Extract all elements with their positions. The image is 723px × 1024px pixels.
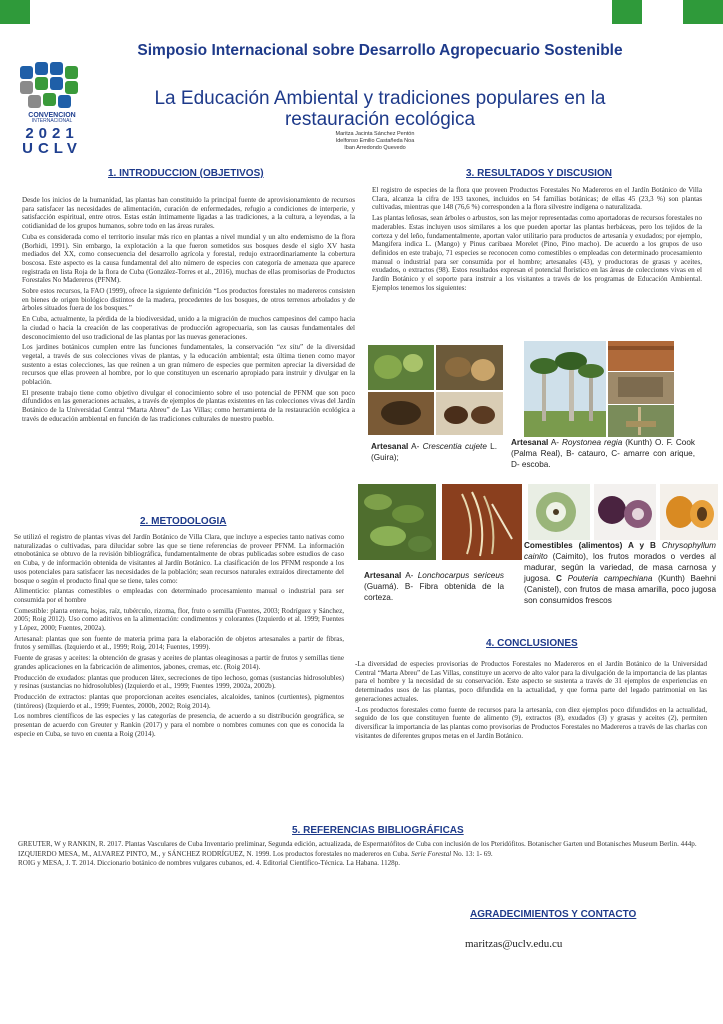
photo-canistel [660,484,718,540]
method-paragraph: Comestible: planta entera, hojas, raíz, tubérculo, rizoma, flor, fruto o semilla (Fuentes, 2003; Rodríguez y Sánchez, 2005; Roig 2012). Uso como aditivos en la alimentación: condimentos y colorantes (Izquierdo et al. 1999; Fuentes y López, 2000; Fuentes, 2002a). [14,606,344,633]
method-paragraph: Producción de extractos: plantas que proporcionan aceites esenciales, alcaloides, taninos (curtientes), pigmentos (tintóreos) (Izquierdo et al., 1999; Fuentes, 2000b, 2002; Roig 2014). [14,692,344,710]
symposium-title: Simposio Internacional sobre Desarrollo Agropecuario Sostenible [137,42,623,59]
method-paragraph: Los nombres científicos de las especies y las categorías de presencia, de acuerdo a su distribución geográfica, se presentan de acuerdo con Greuter y Rankin (2017) y para el nombre o nombres comunes con que es conocida la especie en Cuba, se tuvo en cuenta a Roig (2014). [14,712,344,738]
photo-royal-palm [524,341,606,437]
results-paragraph: Las plantas leñosas, sean árboles o arbustos, son las mejor representadas como aportadoras de recursos forestales no maderables. Estas incluyen usos similares a los que pueden aportar las plantas herbáceas, pero los tejidos de la corteza y del leño, fundamentalmente, aportan valor utilitario para productos de artesanía y exudados; por ejemplo, Mangifera indica L. (Mango) y Pinus caribaea Morelet (Pino, Pino macho). De acuerdo a los grupos de uso definidos en este trabajo, 71 especies se reconocen como comestibles o empleadas con determinado procesamiento manual o industrial para ser consumida por el hombre; artesanales (43), y productoras de grasas y aceites, exudados, o extractos (98). Estos resultados expresan el potencial florístico en las áreas de colecciones vivas en el Jardín Botánico y el soporte para instruir a los visitantes a través de los programas de Educación Ambiental. Ejemplos tenemos los siguientes: [372,214,702,292]
caption-royal-palm: Artesanal A- Roystonea regia (Kunth) O. F. Cook (Palma Real), B- catauro, C- amarre con arique, D- escoba. [511,438,695,469]
caption-crescentia: Artesanal A- Crescentia cujete L. (Guira); [371,442,497,462]
photo-caimito-green [528,484,590,540]
results-heading: 3. RESULTADOS Y DISCUSION [466,168,612,179]
photo-lonchocarpus-fiber [442,484,522,560]
references-list [18,840,710,869]
poster-title: La Educación Ambiental y tradiciones populares en la restauración ecológica [154,88,606,130]
photo-palm-crafts [608,341,674,437]
corner-accent-mid [612,0,642,24]
caption-lonchocarpus: Artesanal A- Lonchocarpus sericeus (Guamá). B- Fibra obtenida de la corteza. [364,571,504,602]
method-body [14,533,344,740]
logo-mark [20,62,80,110]
logo-line-convencion: CONVENCION [28,112,76,119]
intro-paragraph: Sobre estos recursos, la FAO (1999), ofrece la siguiente definición “Los productos forestales no madereros consisten en bienes de origen biológico distintos de la madera, procedentes de los bosques, de otros terrenos arbolados y de árboles situados fuera de los bosques.” [22,287,355,313]
photo-crescentia [368,345,503,435]
conclusions-heading: 4. CONCLUSIONES [486,638,578,649]
conclusions-paragraph: -Los productos forestales como fuente de recursos para la artesanía, con diez ejemplos poco difundidos en la actualidad, seguido de los que constituyen fuente de alimento (9), extractos (8), exudados (3) y grasas y aceites (2), permiten diversificar la importancia de las plantas como provisorias de Productos Forestales no Madereros a través de las charlas con visitantes de diferentes grupos metas en el Jardín Botánico. [355,705,707,740]
corner-accent-left [0,0,30,24]
intro-paragraph: Desde los inicios de la humanidad, las plantas han constituido la principal fuente de aprovisionamiento de recursos para satisfacer las necesidades de alimentación, curación de enfermedades, refugio a condiciones de interperie, y satisfacción espiritual, entre otros. Estas están íntimamente ligadas a las tradiciones, a la cultura, a leyendas, a la cotidianidad de los grupos humanos, sobre todo en las áreas rurales. [22,196,355,231]
conclusions-paragraph: -La diversidad de especies provisorias de Productos Forestales no Madereros en el Jardín Botánico de la Universidad Central “Marta Abreu” de Las Villas, constituye un acervo de alto valor para la divulgación de la importancia de las plantas para el hombre y la necesidad de su conservación. Este aspecto se sustenta a través de 31 ejemplos de experiencias en determinados usos de las plantas, poco difundida en la actualidad, y que forma parte del legado patrimonial en las generaciones actuales. [355,660,707,703]
method-paragraph: Fuente de grasas y aceites: la obtención de grasas y aceites de plantas oleaginosas a partir de frutos y semillas tiene grandes aplicaciones en la fabricación de alimentos, jabones, cremas, etc. (Roig 2014). [14,654,344,671]
method-paragraph: Producción de exudados: plantas que producen látex, secreciones de tipo lechoso, gomas (sustancias hidrosolubles) y resinas (sustancias no hidrosolubles) (Izquierdo et al., 1999; Fuentes 1999, 2002a, 2002b). [14,673,344,691]
results-paragraph: El registro de especies de la flora que proveen Productos Forestales No Madereros en el Jardín Botánico de Villa Clara, alcanza la cifra de 193 taxones, incluidos en 54 familias botánicas; de ellas 45 (23,3 %) son plantas cultivadas, mientras que 148 (76,6 %) corresponden a la flora silvestre indígena o naturalizada. [372,186,702,212]
contact-heading: AGRADECIMIENTOS Y CONTACTO [470,909,637,920]
convention-logo [16,62,88,156]
reference-item: IZQUIERDO MESA, M., ALVAREZ PINTO, M., y SÁNCHEZ RODRÍGUEZ, N. 1999. Los productos forestales no madereros en Cuba. Serie Forestal No. 13: 1- 69. [18,849,493,858]
photo-lonchocarpus-bark [358,484,436,560]
results-body [372,186,702,294]
intro-body [22,196,355,426]
logo-line-uclv: UCLV [22,140,82,157]
author-3: Iban Arredondo Quevedo [344,145,406,151]
contact-email[interactable]: maritzas@uclv.edu.cu [465,938,563,950]
intro-heading: 1. INTRODUCCION (OBJETIVOS) [108,168,264,179]
method-paragraph: Artesanal: plantas que son fuente de materia prima para la elaboración de objetos artesanales a partir de fibras, frutos y semillas. (Izquierdo et al., 1999; Roig, 2014; Fuentes, 1999). [14,634,344,652]
reference-item: ROIG y MESA, J. T. 2014. Diccionario botánico de nombres vulgares cubanos, ed. 4. Editorial Científico-Técnica. La Habana. 1128p. [18,859,401,868]
method-paragraph: Alimenticio: plantas comestibles o empleadas con determinado procesamiento manual o industrial para ser consumida por el hombre [14,587,344,604]
author-list [260,131,490,152]
author-2: Idelfonso Emilio Castañeda Noa [335,138,415,144]
method-heading: 2. METODOLOGIA [140,516,227,527]
intro-paragraph: En Cuba, actualmente, la pérdida de la biodiversidad, unido a la migración de muchos campesinos del campo hacia la ciudad o hacia la creación de las cooperativas de producción agropecuaria, son las causas fundamentales del desconocimiento del uso tradicional de las plantas por las nuevas generaciones. [22,315,355,341]
intro-paragraph: Cuba es considerada como el territorio insular más rico en plantas a nivel mundial y un alto endemismo de la flora (Borhidi, 1991). Sin embargo, la explotación a la que fueron sometidos sus bosques desde el siglo XV hasta mediados del XX, como consecuencia del desarrollo agrícola y forestal, redujo extraordinariamente la cobertura boscosa. Este aspecto es la causa fundamental del alto número de especies con categoría de amenaza que aparece registrada en lista Roja de la flora de Cuba (González-Torres et al., 2016), muchas de ellas promisorias de Productos Forestales No Madereros (PFNM). [22,232,355,285]
corner-accent-right [683,0,723,24]
reference-item: GREUTER, W y RANKIN, R. 2017. Plantas Vasculares de Cuba Inventario preliminar, Segunda edición, actualizada, de Espermatófitos de Cuba con inclusión de los Pteridófitos. Botanischer Garten und Botanisches Museum Berlin. 444p. [18,840,697,848]
method-paragraph: Se utilizó el registro de plantas vivas del Jardín Botánico de Villa Clara, que incluye a especies tanto nativas como naturalizadas o cultivadas, para dilucidar sobre las que se tiene referencias de proveer PFNM. La información etnobotánica se obtuvo de la revisión bibliográfica, fundamentalmente de obras publicadas sobre estudios de caso en Cuba, y de información obtenida de visitantes al Jardín Botánico. La clasificación de los PFNM responde a los usos potenciales para satisfacer las necesidades de la población; sean recursos naturales extraídos directamente del bosque o según el producto final que se tiene, tales como: [14,533,344,585]
author-1: Maritza Jacinta Sánchez Pentón [335,131,415,137]
intro-paragraph: El presente trabajo tiene como objetivo divulgar el conocimiento sobre el uso potencial de PFNM que son poco difundidos en las generaciones actuales, a través de ejemplos de plantas existentes en las colecciones vivas del Jardín Botánico de la Universidad Central “Marta Abreu” de Las Villas; como herramienta de la restauración ecológica a través de educación ambiental en función de las tradiciones culturales de nuestro pueblo. [22,388,355,423]
photo-caimito-purple [594,484,656,540]
references-heading: 5. REFERENCIAS BIBLIOGRÁFICAS [292,825,464,836]
logo-line-internacional: INTERNACIONAL [31,118,73,124]
logo-line-year: 2021 [25,125,79,142]
caption-caimito: Comestibles (alimentos) A y B Chrysophyllum cainito (Caimito), los frutos morados o verdes al madurar, según la variedad, de masa carnosa y jugosa. C Pouteria campechiana (Kunth) Baehni (Canistel), con frutos de masa amarilla, poco jugosa son consumidos frescos [524,541,717,605]
conclusions-body [355,660,707,742]
intro-paragraph: Los jardines botánicos cumplen entre las funciones fundamentales, la conservación “ex situ” de la diversidad vegetal, a través de sus colecciones vivas de plantas, y la educación ambiental; esta última tienen como mayor sustento a estas colecciones, las que reúnen a un gran número de especies que permiten apreciar la diversidad de recursos que ellas proveen al hombre, por lo que constituyen un escenario apropiado para instruir y divulgar en la población. [22,343,355,387]
